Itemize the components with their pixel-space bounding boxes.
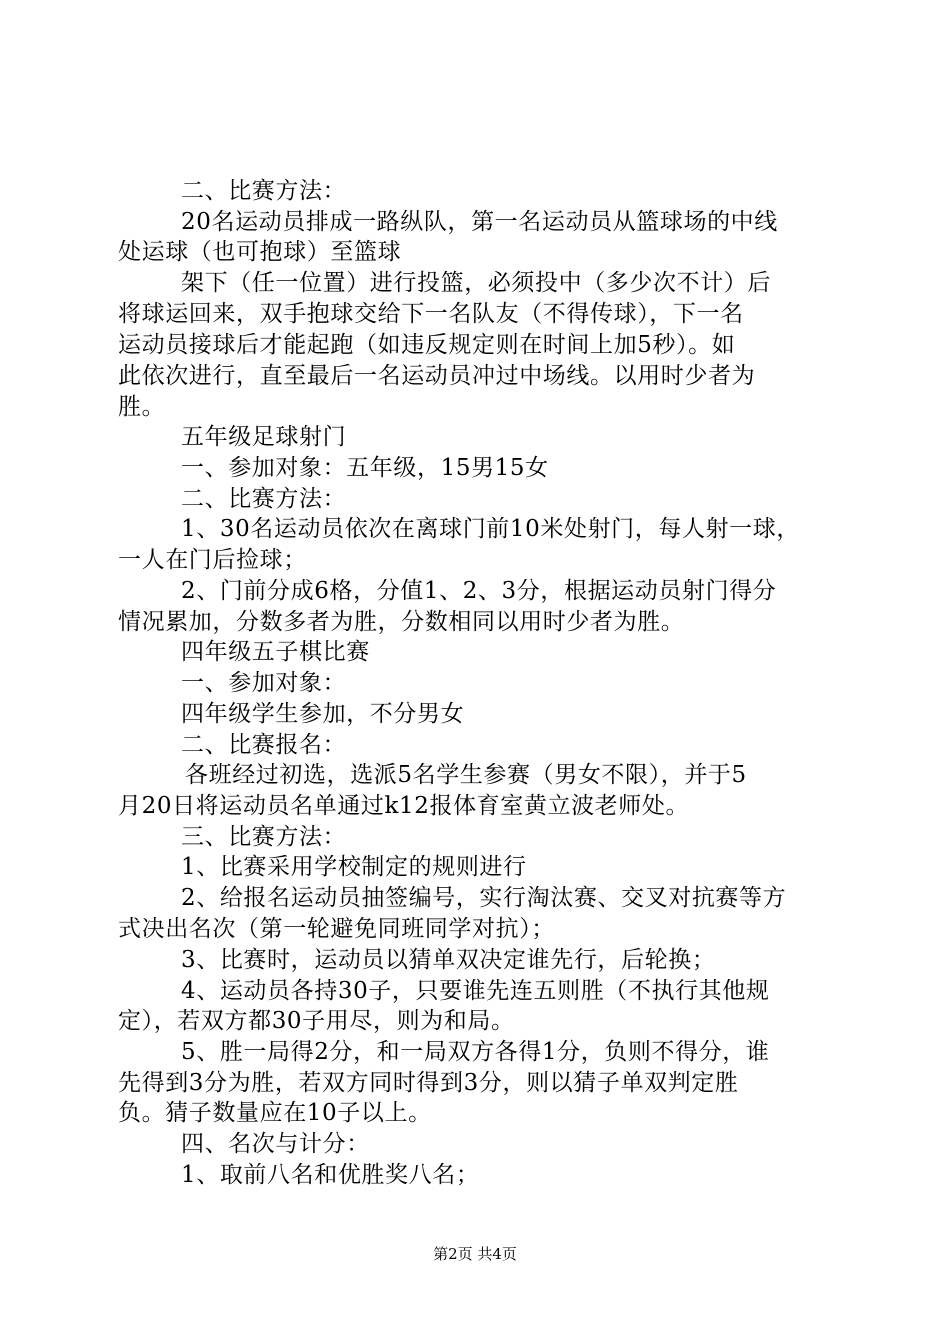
text-line: 一、参加对象：五年级，15男15女 [181,455,549,481]
text-line: 胜。 [118,394,166,420]
text-line: 1、比赛采用学校制定的规则进行 [181,854,527,880]
text-line: 定），若双方都30子用尽，则为和局。 [118,1008,515,1034]
text-line: 处运球（也可抱球）至篮球 [118,239,402,265]
text-line: 架下（任一位置）进行投篮，必须投中（多少次不计）后 [181,270,771,296]
text-line: 式决出名次（第一轮避免同班同学对抗）； [118,916,555,942]
text-line: 先得到3分为胜，若双方同时得到3分，则以猜子单双判定胜 [118,1070,739,1096]
text-line: 5、胜一局得2分，和一局双方各得1分，负则不得分，谁 [181,1039,770,1065]
text-line: 情况累加，分数多者为胜，分数相同以用时少者为胜。 [118,609,685,635]
text-line: 运动员接球后才能起跑（如违反规定则在时间上加5秒）。如 [118,332,736,358]
text-line: 月20日将运动员名单通过k12报体育室黄立波老师处。 [118,793,690,819]
text-line: 二、比赛报名： [181,732,347,758]
text-line: 负。猜子数量应在10子以上。 [118,1100,432,1126]
text-line: 一、参加对象： [181,670,347,696]
text-line: 此依次进行，直至最后一名运动员冲过中场线。以用时少者为 [118,363,756,389]
text-line: 2、给报名运动员抽签编号，实行淘汰赛、交叉对抗赛等方 [181,885,787,911]
text-line: 1、取前八名和优胜奖八名； [181,1162,480,1188]
text-line: 各班经过初选，选派5名学生参赛（男女不限），并于5 [185,762,747,788]
section-heading: 五年级足球射门 [181,424,347,450]
text-line: 20名运动员排成一路纵队，第一名运动员从篮球场的中线 [181,209,778,235]
text-line: 三、比赛方法： [181,824,347,850]
text-line: 二、比赛方法： [181,178,347,204]
text-line: 4、运动员各持30子，只要谁先连五则胜（不执行其他规 [181,978,770,1004]
text-line: 1、30名运动员依次在离球门前10米处射门，每人射一球， [181,516,800,542]
text-line: 四、名次与计分： [181,1131,370,1157]
text-line: 四年级学生参加，不分男女 [181,701,465,727]
text-line: 二、比赛方法： [181,486,347,512]
page-number-footer: 第2页 共4页 [433,1245,517,1263]
text-line: 将球运回来，双手抱球交给下一名队友（不得传球），下一名 [118,301,744,327]
section-heading: 四年级五子棋比赛 [181,639,370,665]
text-line: 3、比赛时，运动员以猜单双决定谁先行，后轮换； [181,947,716,973]
text-line: 2、门前分成6格，分值1、2、3分，根据运动员射门得分 [181,578,777,604]
text-line: 一人在门后捡球； [118,547,307,573]
